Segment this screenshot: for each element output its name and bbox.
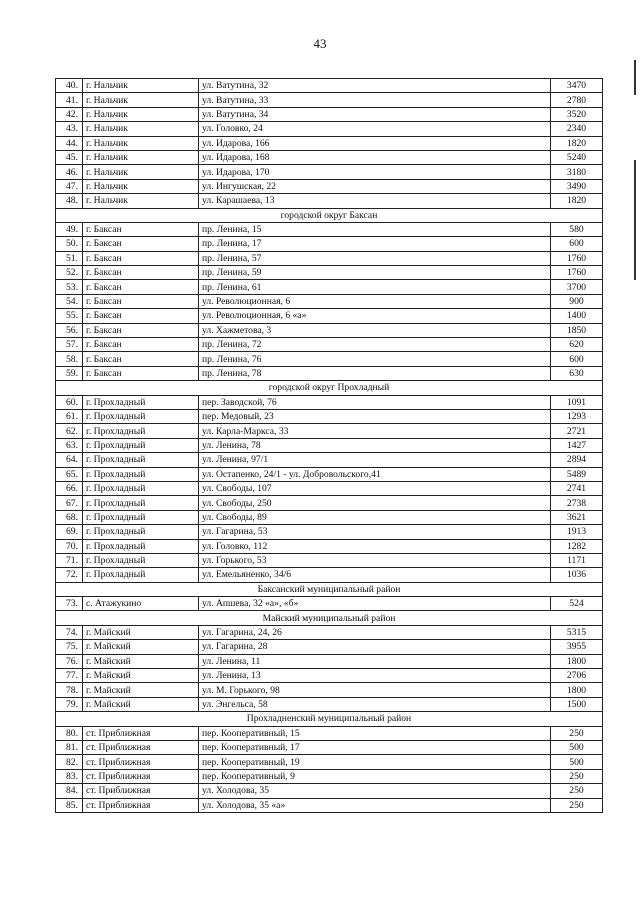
table-row bbox=[56, 481, 603, 495]
table-row bbox=[56, 280, 603, 294]
page-number: 43 bbox=[313, 36, 327, 51]
table-row bbox=[56, 597, 603, 611]
address-cell: ул. Революционная, 6 bbox=[199, 294, 551, 308]
value-cell: 2706 bbox=[551, 669, 603, 683]
row-number-cell: 58. bbox=[56, 352, 83, 366]
table-row bbox=[56, 294, 603, 308]
row-number-cell: 76. bbox=[56, 654, 83, 668]
locality-cell: г. Прохладный bbox=[83, 539, 199, 553]
address-cell: ул. Головко, 112 bbox=[199, 539, 551, 553]
row-number-cell: 71. bbox=[56, 553, 83, 567]
address-cell: ул. Идарова, 166 bbox=[199, 136, 551, 150]
value-cell: 1036 bbox=[551, 568, 603, 582]
section-header-row bbox=[56, 208, 603, 222]
address-cell: ул. Ватутина, 33 bbox=[199, 93, 551, 107]
row-number-cell: 44. bbox=[56, 136, 83, 150]
value-cell: 3621 bbox=[551, 510, 603, 524]
table-row bbox=[56, 625, 603, 639]
address-cell: ул. Гагарина, 28 bbox=[199, 640, 551, 654]
locality-cell: г. Баксан bbox=[83, 266, 199, 280]
row-number-cell: 82. bbox=[56, 755, 83, 769]
section-header-row bbox=[56, 611, 603, 625]
table-row bbox=[56, 309, 603, 323]
locality-cell: г. Майский bbox=[83, 669, 199, 683]
row-number-cell: 57. bbox=[56, 338, 83, 352]
address-cell: пр. Ленина, 15 bbox=[199, 222, 551, 236]
locality-cell: г. Нальчик bbox=[83, 107, 199, 121]
table-row bbox=[56, 654, 603, 668]
address-cell: ул. Ленина, 11 bbox=[199, 654, 551, 668]
value-cell: 3490 bbox=[551, 179, 603, 193]
value-cell: 630 bbox=[551, 366, 603, 380]
value-cell: 2738 bbox=[551, 496, 603, 510]
address-cell: ул. Гагарина, 53 bbox=[199, 525, 551, 539]
locality-cell: ст. Приближная bbox=[83, 784, 199, 798]
row-number-cell: 60. bbox=[56, 395, 83, 409]
row-number-cell: 65. bbox=[56, 467, 83, 481]
locality-cell: г. Майский bbox=[83, 697, 199, 711]
address-cell: ул. Апшева, 32 «а», «б» bbox=[199, 597, 551, 611]
row-number-cell: 64. bbox=[56, 453, 83, 467]
locality-cell: г. Баксан bbox=[83, 323, 199, 337]
row-number-cell: 46. bbox=[56, 165, 83, 179]
row-number-cell: 51. bbox=[56, 251, 83, 265]
value-cell: 1293 bbox=[551, 409, 603, 423]
address-cell: ул. Карашаева, 13 bbox=[199, 194, 551, 208]
address-cell: пр. Ленина, 72 bbox=[199, 338, 551, 352]
table-row bbox=[56, 453, 603, 467]
address-cell: пер. Заводской, 76 bbox=[199, 395, 551, 409]
row-number-cell: 73. bbox=[56, 597, 83, 611]
section-title: городской округ Прохладный bbox=[56, 381, 603, 395]
value-cell: 250 bbox=[551, 784, 603, 798]
locality-cell: г. Майский bbox=[83, 654, 199, 668]
address-cell: пер. Кооперативный, 9 bbox=[199, 769, 551, 783]
table-row bbox=[56, 323, 603, 337]
value-cell: 500 bbox=[551, 755, 603, 769]
row-number-cell: 45. bbox=[56, 150, 83, 164]
row-number-cell: 42. bbox=[56, 107, 83, 121]
address-cell: пер. Кооперативный, 15 bbox=[199, 726, 551, 740]
row-number-cell: 48. bbox=[56, 194, 83, 208]
address-cell: ул. Энгельса, 58 bbox=[199, 697, 551, 711]
value-cell: 250 bbox=[551, 726, 603, 740]
value-cell: 1850 bbox=[551, 323, 603, 337]
table-row bbox=[56, 150, 603, 164]
locality-cell: г. Баксан bbox=[83, 237, 199, 251]
locality-cell: г. Прохладный bbox=[83, 467, 199, 481]
address-cell: пр. Ленина, 17 bbox=[199, 237, 551, 251]
locality-cell: г. Баксан bbox=[83, 366, 199, 380]
address-cell: ул. Горького, 53 bbox=[199, 553, 551, 567]
address-cell: ул. Головко, 24 bbox=[199, 122, 551, 136]
row-number-cell: 77. bbox=[56, 669, 83, 683]
locality-cell: г. Баксан bbox=[83, 338, 199, 352]
address-table-container bbox=[55, 78, 602, 813]
table-row bbox=[56, 683, 603, 697]
row-number-cell: 52. bbox=[56, 266, 83, 280]
value-cell: 2741 bbox=[551, 481, 603, 495]
row-number-cell: 69. bbox=[56, 525, 83, 539]
table-row bbox=[56, 740, 603, 754]
row-number-cell: 49. bbox=[56, 222, 83, 236]
value-cell: 250 bbox=[551, 769, 603, 783]
locality-cell: с. Атажукино bbox=[83, 597, 199, 611]
value-cell: 1800 bbox=[551, 654, 603, 668]
locality-cell: г. Нальчик bbox=[83, 122, 199, 136]
address-cell: ул. Свободы, 107 bbox=[199, 481, 551, 495]
value-cell: 1171 bbox=[551, 553, 603, 567]
row-number-cell: 59. bbox=[56, 366, 83, 380]
row-number-cell: 79. bbox=[56, 697, 83, 711]
table-row bbox=[56, 122, 603, 136]
section-title: городской округ Баксан bbox=[56, 208, 603, 222]
section-title: Майский муниципальный район bbox=[56, 611, 603, 625]
table-row bbox=[56, 338, 603, 352]
address-cell: ул. М. Горького, 98 bbox=[199, 683, 551, 697]
value-cell: 620 bbox=[551, 338, 603, 352]
address-cell: ул. Идарова, 170 bbox=[199, 165, 551, 179]
address-cell: ул. Гагарина, 24, 26 bbox=[199, 625, 551, 639]
row-number-cell: 54. bbox=[56, 294, 83, 308]
row-number-cell: 40. bbox=[56, 79, 83, 93]
value-cell: 580 bbox=[551, 222, 603, 236]
value-cell: 600 bbox=[551, 237, 603, 251]
table-row bbox=[56, 165, 603, 179]
value-cell: 2780 bbox=[551, 93, 603, 107]
table-row bbox=[56, 669, 603, 683]
value-cell: 1800 bbox=[551, 683, 603, 697]
address-cell: ул. Свободы, 89 bbox=[199, 510, 551, 524]
row-number-cell: 68. bbox=[56, 510, 83, 524]
locality-cell: г. Прохладный bbox=[83, 510, 199, 524]
locality-cell: г. Прохладный bbox=[83, 525, 199, 539]
row-number-cell: 70. bbox=[56, 539, 83, 553]
row-number-cell: 67. bbox=[56, 496, 83, 510]
value-cell: 5240 bbox=[551, 150, 603, 164]
locality-cell: г. Прохладный bbox=[83, 409, 199, 423]
row-number-cell: 72. bbox=[56, 568, 83, 582]
table-row bbox=[56, 539, 603, 553]
address-cell: ул. Хажметова, 3 bbox=[199, 323, 551, 337]
table-row bbox=[56, 107, 603, 121]
value-cell: 500 bbox=[551, 740, 603, 754]
address-cell: ул. Карла-Маркса, 33 bbox=[199, 424, 551, 438]
locality-cell: г. Майский bbox=[83, 683, 199, 697]
row-number-cell: 83. bbox=[56, 769, 83, 783]
address-cell: ул. Холодова, 35 «а» bbox=[199, 798, 551, 812]
value-cell: 1091 bbox=[551, 395, 603, 409]
value-cell: 3180 bbox=[551, 165, 603, 179]
table-row bbox=[56, 424, 603, 438]
value-cell: 1282 bbox=[551, 539, 603, 553]
address-cell: ул. Ингушская, 22 bbox=[199, 179, 551, 193]
table-row bbox=[56, 409, 603, 423]
row-number-cell: 47. bbox=[56, 179, 83, 193]
locality-cell: ст. Приближная bbox=[83, 740, 199, 754]
table-row bbox=[56, 525, 603, 539]
value-cell: 2340 bbox=[551, 122, 603, 136]
section-header-row bbox=[56, 582, 603, 596]
row-number-cell: 41. bbox=[56, 93, 83, 107]
table-row bbox=[56, 93, 603, 107]
table-row bbox=[56, 496, 603, 510]
table-row bbox=[56, 251, 603, 265]
table-row bbox=[56, 784, 603, 798]
row-number-cell: 50. bbox=[56, 237, 83, 251]
row-number-cell: 56. bbox=[56, 323, 83, 337]
locality-cell: ст. Приближная bbox=[83, 798, 199, 812]
row-number-cell: 62. bbox=[56, 424, 83, 438]
address-cell: пер. Медовый, 23 bbox=[199, 409, 551, 423]
table-row bbox=[56, 136, 603, 150]
value-cell: 1820 bbox=[551, 136, 603, 150]
row-number-cell: 78. bbox=[56, 683, 83, 697]
address-cell: ул. Ватутина, 32 bbox=[199, 79, 551, 93]
locality-cell: г. Нальчик bbox=[83, 79, 199, 93]
address-cell: ул. Ленина, 97/1 bbox=[199, 453, 551, 467]
value-cell: 3470 bbox=[551, 79, 603, 93]
table-row bbox=[56, 194, 603, 208]
locality-cell: г. Прохладный bbox=[83, 496, 199, 510]
table-row bbox=[56, 366, 603, 380]
value-cell: 1500 bbox=[551, 697, 603, 711]
locality-cell: г. Нальчик bbox=[83, 179, 199, 193]
address-cell: пр. Ленина, 59 bbox=[199, 266, 551, 280]
locality-cell: г. Майский bbox=[83, 625, 199, 639]
locality-cell: г. Прохладный bbox=[83, 424, 199, 438]
value-cell: 524 bbox=[551, 597, 603, 611]
row-number-cell: 81. bbox=[56, 740, 83, 754]
locality-cell: ст. Приближная bbox=[83, 755, 199, 769]
row-number-cell: 61. bbox=[56, 409, 83, 423]
address-cell: ул. Емельяненко, 34/6 bbox=[199, 568, 551, 582]
section-header-row bbox=[56, 381, 603, 395]
locality-cell: г. Майский bbox=[83, 640, 199, 654]
value-cell: 1760 bbox=[551, 251, 603, 265]
page-edge-mark-upper bbox=[634, 60, 636, 95]
table-row bbox=[56, 438, 603, 452]
address-cell: пр. Ленина, 61 bbox=[199, 280, 551, 294]
value-cell: 900 bbox=[551, 294, 603, 308]
table-row bbox=[56, 553, 603, 567]
table-row bbox=[56, 769, 603, 783]
value-cell: 2894 bbox=[551, 453, 603, 467]
value-cell: 3520 bbox=[551, 107, 603, 121]
value-cell: 5489 bbox=[551, 467, 603, 481]
address-cell: ул. Ватутина, 34 bbox=[199, 107, 551, 121]
value-cell: 1913 bbox=[551, 525, 603, 539]
locality-cell: г. Баксан bbox=[83, 280, 199, 294]
locality-cell: г. Прохладный bbox=[83, 481, 199, 495]
value-cell: 1760 bbox=[551, 266, 603, 280]
locality-cell: г. Прохладный bbox=[83, 553, 199, 567]
value-cell: 250 bbox=[551, 798, 603, 812]
address-table bbox=[55, 78, 603, 813]
locality-cell: ст. Приближная bbox=[83, 769, 199, 783]
table-row bbox=[56, 755, 603, 769]
locality-cell: г. Прохладный bbox=[83, 395, 199, 409]
table-row bbox=[56, 467, 603, 481]
value-cell: 1820 bbox=[551, 194, 603, 208]
row-number-cell: 85. bbox=[56, 798, 83, 812]
value-cell: 1427 bbox=[551, 438, 603, 452]
table-row bbox=[56, 726, 603, 740]
table-row bbox=[56, 568, 603, 582]
locality-cell: г. Баксан bbox=[83, 352, 199, 366]
address-cell: ул. Ленина, 78 bbox=[199, 438, 551, 452]
row-number-cell: 74. bbox=[56, 625, 83, 639]
value-cell: 1400 bbox=[551, 309, 603, 323]
locality-cell: ст. Приближная bbox=[83, 726, 199, 740]
table-body bbox=[56, 79, 603, 813]
table-row bbox=[56, 798, 603, 812]
value-cell: 3700 bbox=[551, 280, 603, 294]
locality-cell: г. Баксан bbox=[83, 309, 199, 323]
table-row bbox=[56, 395, 603, 409]
locality-cell: г. Нальчик bbox=[83, 136, 199, 150]
row-number-cell: 80. bbox=[56, 726, 83, 740]
address-cell: пр. Ленина, 57 bbox=[199, 251, 551, 265]
locality-cell: г. Баксан bbox=[83, 294, 199, 308]
row-number-cell: 55. bbox=[56, 309, 83, 323]
row-number-cell: 63. bbox=[56, 438, 83, 452]
row-number-cell: 66. bbox=[56, 481, 83, 495]
address-cell: пер. Кооперативный, 19 bbox=[199, 755, 551, 769]
value-cell: 5315 bbox=[551, 625, 603, 639]
table-row bbox=[56, 352, 603, 366]
table-row bbox=[56, 697, 603, 711]
locality-cell: г. Прохладный bbox=[83, 438, 199, 452]
address-cell: пр. Ленина, 78 bbox=[199, 366, 551, 380]
value-cell: 2721 bbox=[551, 424, 603, 438]
row-number-cell: 75. bbox=[56, 640, 83, 654]
locality-cell: г. Нальчик bbox=[83, 150, 199, 164]
locality-cell: г. Нальчик bbox=[83, 165, 199, 179]
address-cell: ул. Свободы, 250 bbox=[199, 496, 551, 510]
locality-cell: г. Баксан bbox=[83, 222, 199, 236]
section-title: Прохладненский муниципальный район bbox=[56, 712, 603, 726]
row-number-cell: 53. bbox=[56, 280, 83, 294]
row-number-cell: 84. bbox=[56, 784, 83, 798]
locality-cell: г. Нальчик bbox=[83, 194, 199, 208]
row-number-cell: 43. bbox=[56, 122, 83, 136]
section-header-row bbox=[56, 712, 603, 726]
locality-cell: г. Прохладный bbox=[83, 453, 199, 467]
table-row bbox=[56, 222, 603, 236]
section-title: Баксанский муниципальный район bbox=[56, 582, 603, 596]
table-row bbox=[56, 179, 603, 193]
address-cell: ул. Холодова, 35 bbox=[199, 784, 551, 798]
address-cell: пер. Кооперативный, 17 bbox=[199, 740, 551, 754]
locality-cell: г. Баксан bbox=[83, 251, 199, 265]
table-row bbox=[56, 266, 603, 280]
value-cell: 3955 bbox=[551, 640, 603, 654]
address-cell: пр. Ленина, 76 bbox=[199, 352, 551, 366]
locality-cell: г. Прохладный bbox=[83, 568, 199, 582]
address-cell: ул. Революционная, 6 «а» bbox=[199, 309, 551, 323]
locality-cell: г. Нальчик bbox=[83, 93, 199, 107]
table-row bbox=[56, 237, 603, 251]
address-cell: ул. Идарова, 168 bbox=[199, 150, 551, 164]
address-cell: ул. Ленина, 13 bbox=[199, 669, 551, 683]
table-row bbox=[56, 510, 603, 524]
table-row bbox=[56, 640, 603, 654]
address-cell: ул. Остапенко, 24/1 - ул. Добровольского,41 bbox=[199, 467, 551, 481]
value-cell: 600 bbox=[551, 352, 603, 366]
table-row bbox=[56, 79, 603, 93]
page-edge-mark-middle bbox=[634, 160, 636, 280]
